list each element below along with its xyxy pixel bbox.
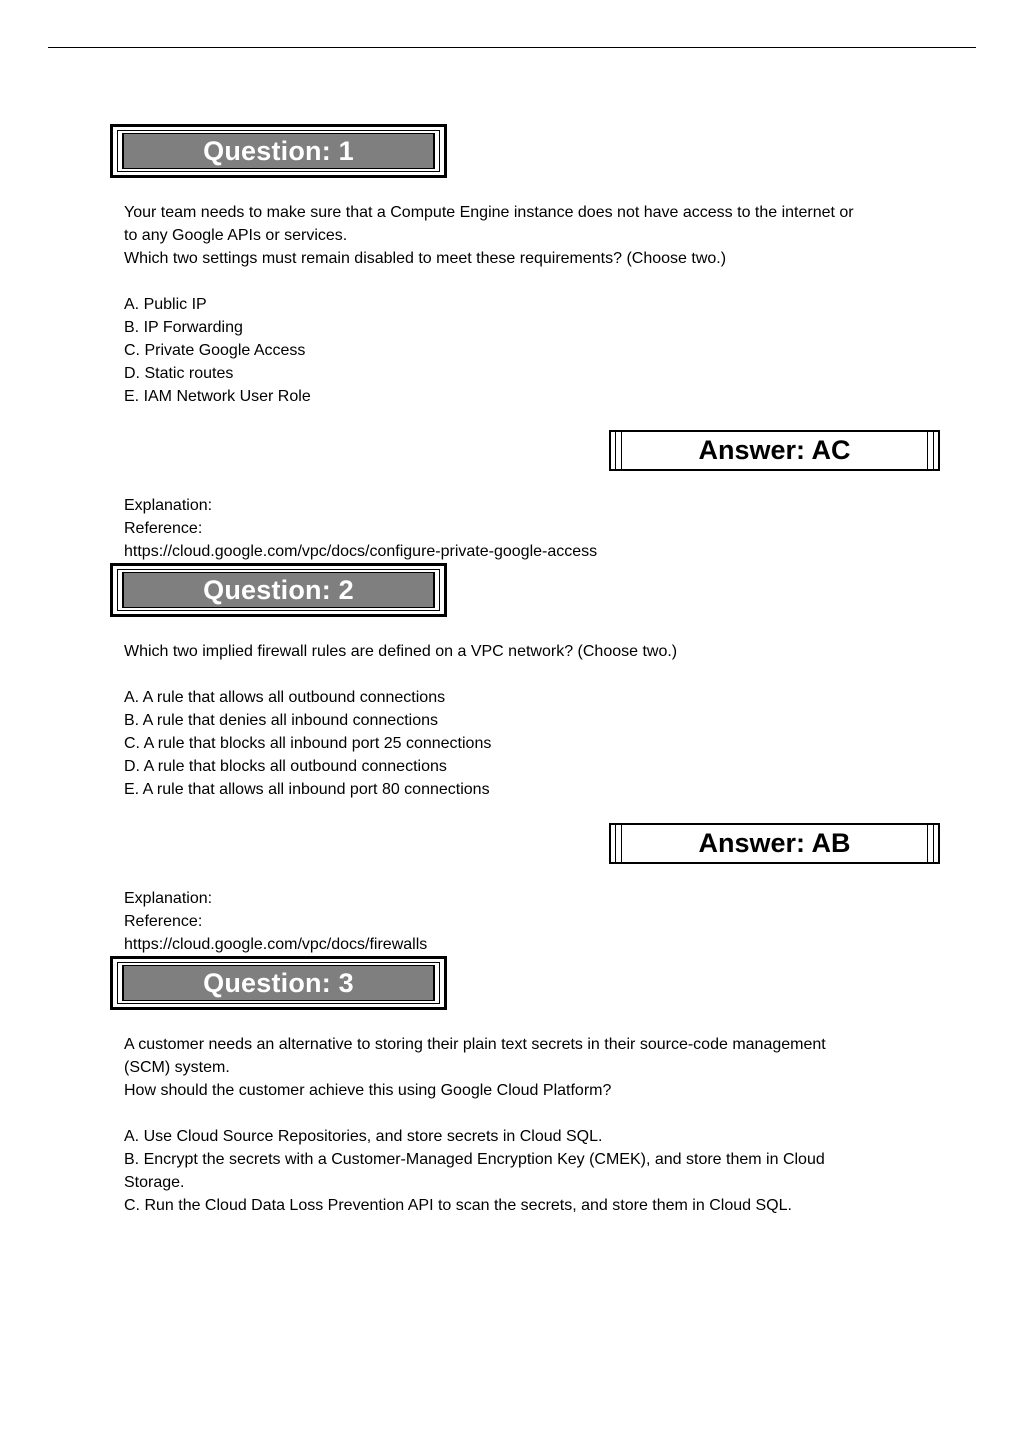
option-c: C. Run the Cloud Data Loss Prevention API to scan the secrets, and store them in Cloud SQL.: [124, 1197, 792, 1214]
question-3-stem: [124, 1033, 924, 1217]
question-1-title: Question: 1: [122, 133, 435, 169]
reference-label: Reference:: [124, 913, 203, 930]
answer-1-banner: [609, 430, 940, 471]
question-1-explanation: [124, 494, 924, 563]
reference-link[interactable]: https://cloud.google.com/vpc/docs/firewalls: [124, 936, 428, 953]
stem-line: to any Google APIs or services.: [124, 227, 348, 244]
option-a: A. A rule that allows all outbound connections: [124, 689, 446, 706]
question-1-stem: [124, 201, 924, 408]
question-3-banner: [110, 956, 447, 1010]
option-d: D. A rule that blocks all outbound connections: [124, 758, 447, 775]
option-e: E. A rule that allows all inbound port 80 connections: [124, 781, 490, 798]
option-a: A. Use Cloud Source Repositories, and store secrets in Cloud SQL.: [124, 1128, 603, 1145]
stem-line: A customer needs an alternative to storing their plain text secrets in their source-code management: [124, 1036, 826, 1053]
answer-2-label: Answer: AB: [698, 828, 851, 858]
reference-link[interactable]: https://cloud.google.com/vpc/docs/configure-private-google-access: [124, 543, 598, 560]
question-3-title: Question: 3: [122, 965, 435, 1001]
answer-2-banner: [609, 823, 940, 864]
option-c: C. A rule that blocks all inbound port 25 connections: [124, 735, 492, 752]
explanation-label: Explanation:: [124, 497, 213, 514]
answer-1-label: Answer: AC: [698, 435, 851, 465]
option-c: C. Private Google Access: [124, 342, 306, 359]
option-b-continued: Storage.: [124, 1174, 185, 1191]
option-e: E. IAM Network User Role: [124, 388, 311, 405]
stem-line: How should the customer achieve this using Google Cloud Platform?: [124, 1082, 612, 1099]
option-d: D. Static routes: [124, 365, 234, 382]
stem-line: Your team needs to make sure that a Compute Engine instance does not have access to the internet or: [124, 204, 854, 221]
stem-line: (SCM) system.: [124, 1059, 230, 1076]
question-2-stem: [124, 640, 924, 801]
stem-line: Which two implied firewall rules are defined on a VPC network? (Choose two.): [124, 643, 678, 660]
option-b: B. Encrypt the secrets with a Customer-Managed Encryption Key (CMEK), and store them in Cloud: [124, 1151, 825, 1168]
question-1-banner: [110, 124, 447, 178]
question-2-banner: [110, 563, 447, 617]
option-b: B. IP Forwarding: [124, 319, 243, 336]
stem-line: Which two settings must remain disabled to meet these requirements? (Choose two.): [124, 250, 727, 267]
question-2-explanation: [124, 887, 924, 956]
explanation-label: Explanation:: [124, 890, 213, 907]
question-2-title: Question: 2: [122, 572, 435, 608]
option-a: A. Public IP: [124, 296, 207, 313]
reference-label: Reference:: [124, 520, 203, 537]
header-rule: [48, 47, 976, 48]
option-b: B. A rule that denies all inbound connections: [124, 712, 438, 729]
